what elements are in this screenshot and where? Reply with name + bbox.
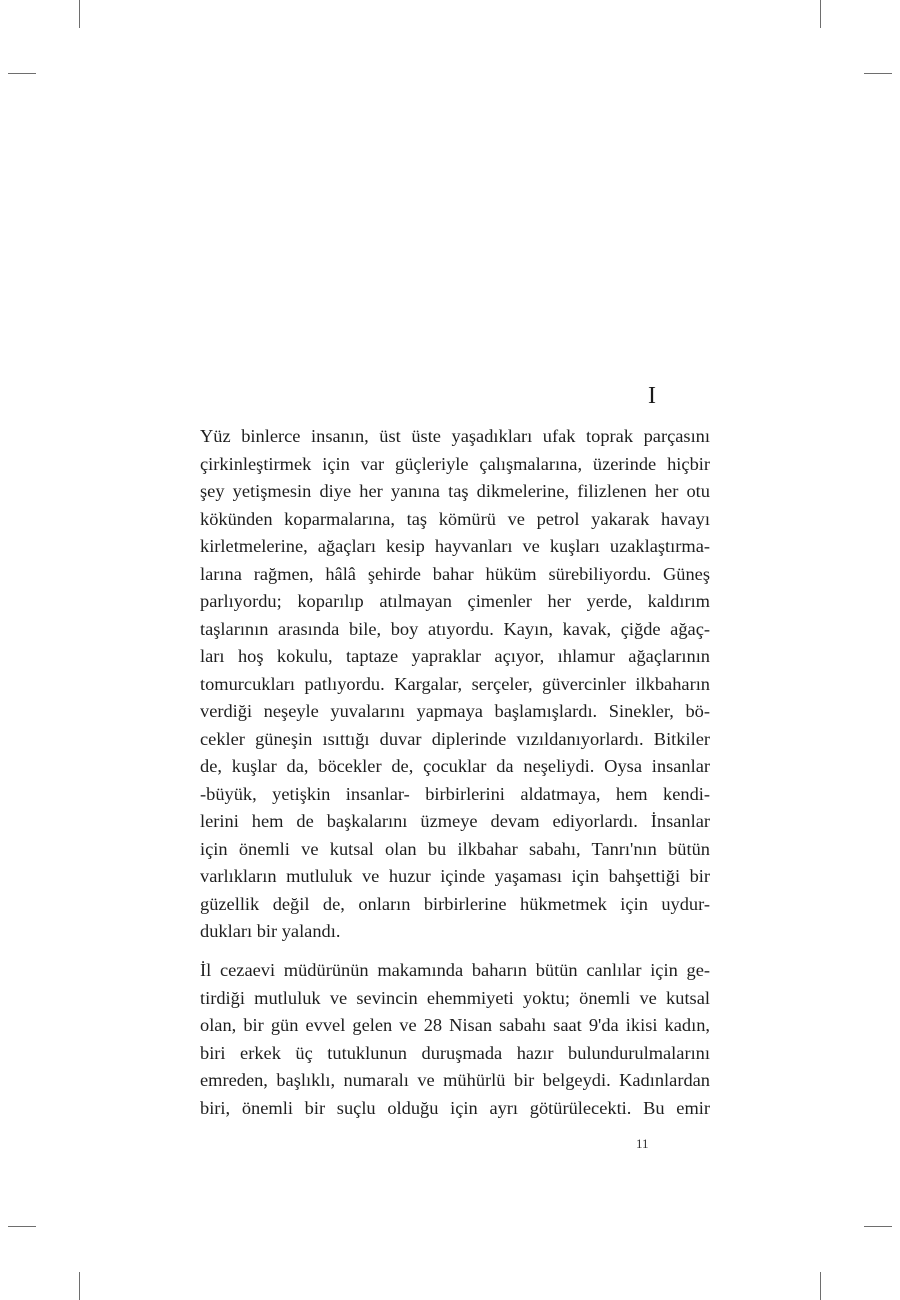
text-line: -büyük, yetişkin insanlar- birbirlerini aldatmaya, hem kendi-: [200, 783, 710, 804]
text-line: Yüz binlerce insanın, üst üste yaşadıkları ufak toprak parçasını: [200, 426, 710, 446]
text-line: güzellik değil de, onların birbirlerine hükmetmek için uydur-: [200, 893, 710, 914]
text-line: biri, önemli bir suçlu olduğu için ayrı götürülecekti. Bu emir: [200, 1097, 710, 1118]
text-line: İl cezaevi müdürünün makamında baharın bütün canlılar için ge-: [200, 960, 710, 980]
text-line: tomurcukları patlıyordu. Kargalar, serçeler, güvercinler ilkbaharın: [200, 673, 710, 694]
text-line: çirkinleştirmek için var güçleriyle çalışmalarına, üzerinde hiçbir: [200, 453, 710, 474]
crop-mark-bottom-right-horizontal: [864, 1226, 892, 1227]
text-line: parlıyordu; koparılıp atılmayan çimenler her yerde, kaldırım: [200, 591, 710, 611]
text-line: kökünden koparmalarına, taş kömürü ve petrol yakarak havayı: [200, 508, 710, 529]
crop-mark-bottom-left-horizontal: [8, 1226, 36, 1227]
text-line: ları hoş kokulu, taptaze yapraklar açıyor, ıhlamur ağaçlarının: [200, 646, 710, 666]
text-line: taşlarının arasında bile, boy atıyordu. Kayın, kavak, çiğde ağaç-: [200, 618, 710, 639]
text-line: larına rağmen, hâlâ şehirde bahar hüküm sürebiliyordu. Güneş: [200, 563, 710, 584]
text-line: tirdiği mutluluk ve sevincin ehemmiyeti yoktu; önemli ve kutsal: [200, 987, 710, 1008]
crop-mark-bottom-right-vertical: [820, 1272, 821, 1300]
paragraph: [200, 957, 710, 1122]
text-line: cekler güneşin ısıttığı duvar diplerinde vızıldanıyorlardı. Bitkiler: [200, 728, 710, 749]
paragraph: [200, 423, 710, 946]
crop-mark-top-left-vertical: [79, 0, 80, 28]
text-line: kirletmelerine, ağaçları kesip hayvanları ve kuşları uzaklaştırma-: [200, 536, 710, 556]
text-line: verdiği neşeyle yuvalarını yapmaya başlamışlardı. Sinekler, bö-: [200, 701, 710, 721]
text-line: lerini hem de başkalarını üzmeye devam ediyorlardı. İnsanlar: [200, 811, 710, 831]
chapter-number: I: [648, 383, 656, 409]
text-line: biri erkek üç tutuklunun duruşmada hazır bulundurulmalarını: [200, 1042, 710, 1063]
text-line: de, kuşlar da, böcekler de, çocuklar da neşeliydi. Oysa insanlar: [200, 756, 710, 776]
text-line: şey yetişmesin diye her yanına taş dikmelerine, filizlenen her otu: [200, 481, 710, 501]
text-line: emreden, başlıklı, numaralı ve mühürlü bir belgeydi. Kadınlardan: [200, 1070, 710, 1090]
crop-mark-bottom-left-vertical: [79, 1272, 80, 1300]
crop-mark-top-right-horizontal: [864, 73, 892, 74]
crop-mark-top-right-vertical: [820, 0, 821, 28]
text-line: olan, bir gün evvel gelen ve 28 Nisan sabahı saat 9'da ikisi kadın,: [200, 1015, 710, 1035]
text-line: varlıkların mutluluk ve huzur içinde yaşaması için bahşettiği bir: [200, 866, 710, 886]
text-line: için önemli ve kutsal olan bu ilkbahar sabahı, Tanrı'nın bütün: [200, 838, 710, 859]
crop-mark-top-left-horizontal: [8, 73, 36, 74]
text-line: dukları bir yalandı.: [200, 921, 341, 941]
page-number: 11: [636, 1136, 649, 1151]
